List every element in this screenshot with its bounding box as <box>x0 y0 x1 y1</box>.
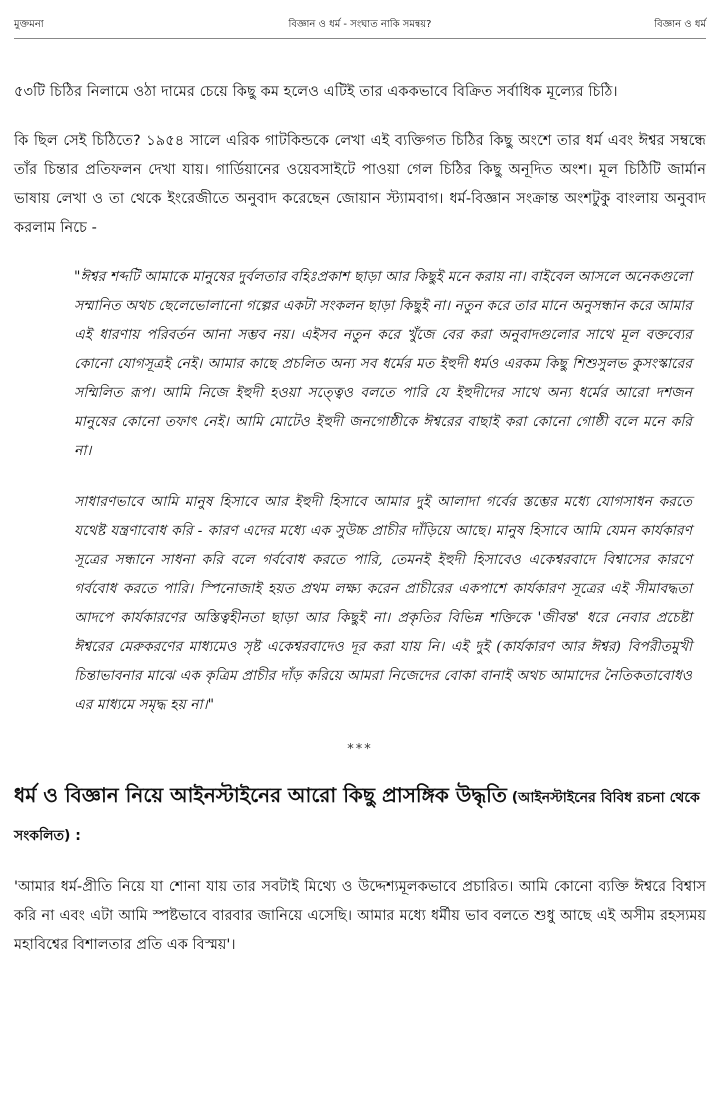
body-paragraph-1: ৫৩টি চিঠির নিলামে ওঠা দামের চেয়ে কিছু কম হলেও এটিই তার এককভাবে বিক্রিত সর্বাধিক মূল্যের চিঠি। <box>14 84 618 100</box>
letter-quote-block <box>74 263 692 720</box>
article-content <box>14 78 706 960</box>
header-section-name: বিজ্ঞান ও ধর্ম <box>654 18 706 30</box>
page-header <box>14 14 706 36</box>
section-heading-main: ধর্ম ও বিজ্ঞান নিয়ে আইনস্টাইনের আরো কিছু প্রাসঙ্গিক উদ্ধৃতি <box>14 783 507 807</box>
einstein-quote-1: 'আমার ধর্ম-প্রীতি নিয়ে যা শোনা যায় তার সবটাই মিথ্যে ও উদ্দেশ্যমূলকভাবে প্রচারিত। আমি কোনো ব্যক্তি ঈশ্বরে বিশ্বাস করি না এবং এটা আমি স্পষ্টভাবে বারবার জানিয়ে এসেছি। আমার মধ্যে ধর্মীয় ভাব বলতে শুধু আছে এই অসীম রহস্যময় মহাবিশ্বের বিশালতার প্রতি এক বিস্ময়'। <box>14 879 706 953</box>
letter-quote-paragraph-2: সাধারণভাবে আমি মানুষ হিসাবে আর ইহুদী হিসাবে আমার দুই আলাদা গর্বের স্তম্ভের মধ্যে যোগসাধন করতে যথেষ্ট যন্ত্রণাবোধ করি - কারণ এদের মধ্যে এক সুউচ্চ প্রাচীর দাঁড়িয়ে আছে। মানুষ হিসাবে আমি যেমন কার্যকারণ সূত্রের সন্ধানে সাধনা করি বলে গর্ববোধ করতে পারি, তেমনই ইহুদী হিসাবেও একেশ্বরবাদে বিশ্বাসের কারণে গর্ববোধ করতে পারি। স্পিনোজাই হয়ত প্রথম লক্ষ্য করেন প্রাচীরের একপাশে কার্যকারণ সূত্রের এই সীমাবদ্ধতা আদপে কার্যকারণের অস্তিত্বহীনতা ছাড়া আর কিছুই না। প্রকৃতির বিভিন্ন শক্তিকে 'জীবন্ত' ধরে নেবার প্রচেষ্টা ঈশ্বরের মেরুকরণের মাধ্যমেও সৃষ্ট একেশ্বরবাদেও দূর করা যায় নি। এই দুই (কার্যকারণ আর ঈশ্বর) বিপরীতমুখী চিন্তাভাবনার মাঝে এক কৃত্রিম প্রাচীর দাঁড় করিয়ে আমরা নিজেদের বোকা বানাই অথচ আমাদের নৈতিকতাবোধও এর মাধ্যমে সমৃদ্ধ হয় না।" <box>74 494 692 713</box>
header-article-title: বিজ্ঞান ও ধর্ম - সংঘাত নাকি সমন্বয়? <box>288 18 432 30</box>
section-separator: *** <box>347 742 373 757</box>
header-divider <box>14 38 706 39</box>
section-heading <box>14 777 706 853</box>
header-site-name: মুক্তমনা <box>14 18 44 30</box>
body-paragraph-2: কি ছিল সেই চিঠিতে? ১৯৫৪ সালে এরিক গাটকিন্ডকে লেখা এই ব্যক্তিগত চিঠির কিছু অংশে তার ধর্ম এবং ঈশ্বর সম্বন্ধে তাঁর চিন্তার প্রতিফলন দেখা যায়। গার্ডিয়ানের ওয়েবসাইটে পাওয়া গেল চিঠির কিছু অনূদিত অংশ। মূল চিঠিটি জার্মান ভাষায় লেখা ও তা থেকে ইংরেজীতে অনুবাদ করেছেন জোয়ান স্ট্যামবাগ। ধর্ম-বিজ্ঞান সংক্রান্ত অংশটুকু বাংলায় অনুবাদ করলাম নিচে - <box>14 133 706 236</box>
section-heading-sub: (আইনস্টাইনের বিবিধ রচনা থেকে সংকলিত) : <box>14 790 700 844</box>
letter-quote-paragraph-1: "ঈশ্বর শব্দটি আমাকে মানুষের দুর্বলতার বহিঃপ্রকাশ ছাড়া আর কিছুই মনে করায় না। বাইবেল আসলে অনেকগুলো সম্মানিত অথচ ছেলেভোলানো গল্পের একটা সংকলন ছাড়া কিছুই না। নতুন করে তার মানে অনুসন্ধান করে আমার এই ধারণায় পরিবর্তন আনা সম্ভব নয়। এইসব নতুন করে খুঁজে বের করা অনুবাদগুলোর সাথে মূল বক্তব্যের কোনো যোগসূত্রই নেই। আমার কাছে প্রচলিত অন্য সব ধর্মের মত ইহুদী ধর্মও এরকম কিছু শিশুসুলভ কুসংস্কারের সম্মিলিত রূপ। আমি নিজে ইহুদী হওয়া সত্ত্বেও বলতে পারি যে ইহুদীদের সাথে অন্য ধর্মের আরো দশজন মানুষের কোনো তফাৎ নেই। আমি মোটেও ইহুদী জনগোষ্ঠীকে ঈশ্বরের বাছাই করা কোনো গোষ্ঠী বলে মনে করি না। <box>74 269 692 459</box>
